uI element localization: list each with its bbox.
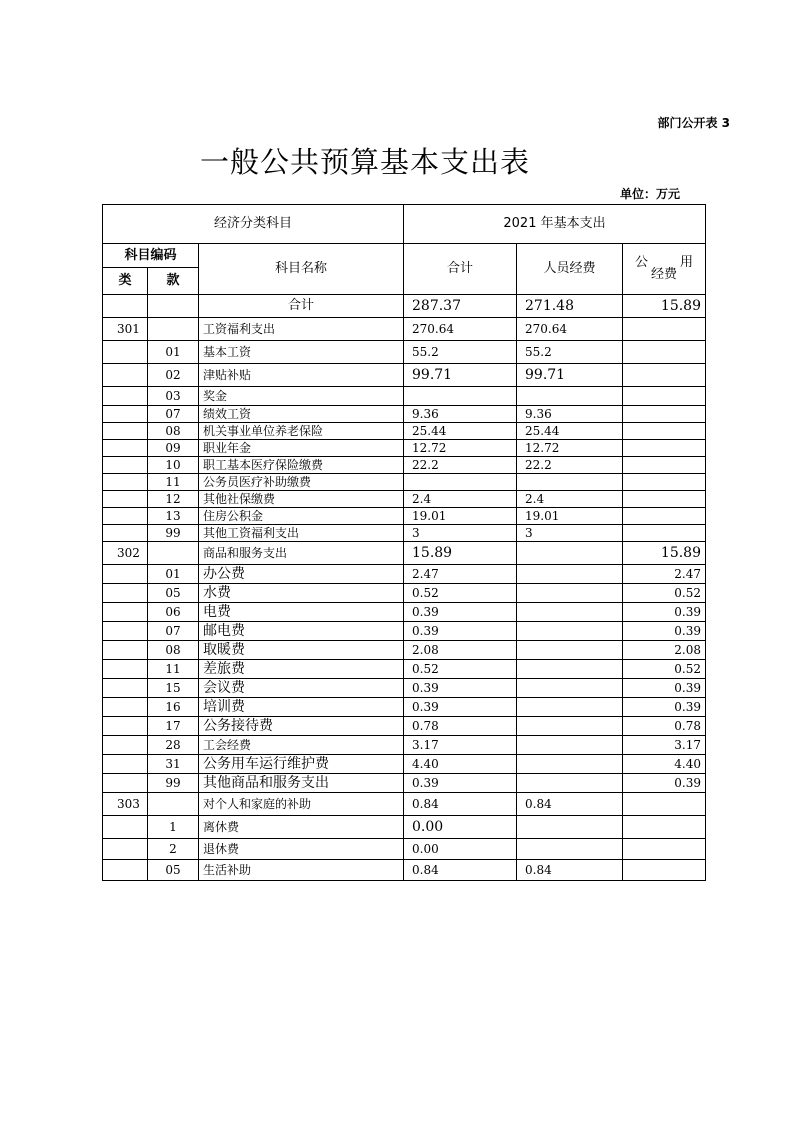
public-value: 2.08	[623, 641, 706, 660]
table-row	[103, 793, 706, 816]
item-name: 职业年金	[199, 440, 404, 457]
total-value	[404, 387, 517, 406]
total-value: 3.17	[404, 736, 517, 755]
category-code	[103, 860, 148, 881]
grand-total-personnel: 271.48	[517, 295, 623, 318]
total-value: 0.52	[404, 660, 517, 679]
item-code: 15	[148, 679, 199, 698]
item-code: 01	[148, 565, 199, 584]
total-value: 2.08	[404, 641, 517, 660]
total-value: 0.84	[404, 860, 517, 881]
category-code	[103, 755, 148, 774]
category-code	[103, 774, 148, 793]
item-code: 10	[148, 457, 199, 474]
item-name: 绩效工资	[199, 406, 404, 423]
total-value: 0.39	[404, 603, 517, 622]
total-value: 0.39	[404, 698, 517, 717]
category-code	[103, 423, 148, 440]
total-value: 0.84	[404, 793, 517, 816]
public-value	[623, 457, 706, 474]
item-name: 会议费	[199, 679, 404, 698]
header-total: 合计	[404, 244, 517, 295]
category-code	[103, 387, 148, 406]
item-name: 公务接待费	[199, 717, 404, 736]
public-value	[623, 491, 706, 508]
item-name: 水费	[199, 584, 404, 603]
category-code	[103, 839, 148, 860]
public-value	[623, 508, 706, 525]
item-code: 09	[148, 440, 199, 457]
personnel-value: 0.84	[517, 793, 623, 816]
category-code	[103, 736, 148, 755]
total-value: 270.64	[404, 318, 517, 341]
item-code: 08	[148, 641, 199, 660]
table-row	[103, 622, 706, 641]
total-value: 0.39	[404, 679, 517, 698]
personnel-value: 2.4	[517, 491, 623, 508]
table-row	[103, 406, 706, 423]
public-value	[623, 440, 706, 457]
item-code: 08	[148, 423, 199, 440]
public-value: 3.17	[623, 736, 706, 755]
item-code: 07	[148, 406, 199, 423]
unit-label: 单位：万元	[619, 187, 680, 201]
public-value	[623, 341, 706, 364]
item-code: 06	[148, 603, 199, 622]
public-value: 4.40	[623, 755, 706, 774]
item-name: 办公费	[199, 565, 404, 584]
table-row	[103, 755, 706, 774]
total-value: 12.72	[404, 440, 517, 457]
category-code	[103, 457, 148, 474]
table-row	[103, 816, 706, 839]
total-value: 0.52	[404, 584, 517, 603]
item-code: 01	[148, 341, 199, 364]
item-code	[148, 318, 199, 341]
public-value: 15.89	[623, 542, 706, 565]
table-row	[103, 603, 706, 622]
item-name: 奖金	[199, 387, 404, 406]
header-public-char-1: 公	[635, 255, 649, 270]
personnel-value: 270.64	[517, 318, 623, 341]
header-category: 类	[103, 268, 148, 295]
personnel-value: 25.44	[517, 423, 623, 440]
item-name: 离休费	[199, 816, 404, 839]
public-value	[623, 318, 706, 341]
category-code	[103, 717, 148, 736]
total-value: 22.2	[404, 457, 517, 474]
item-name: 公务用车运行维护费	[199, 755, 404, 774]
category-code	[103, 525, 148, 542]
personnel-value	[517, 641, 623, 660]
personnel-value: 22.2	[517, 457, 623, 474]
public-value: 0.52	[623, 660, 706, 679]
category-code	[103, 622, 148, 641]
category-code	[103, 440, 148, 457]
public-value	[623, 816, 706, 839]
category-code	[103, 698, 148, 717]
personnel-value	[517, 603, 623, 622]
public-value: 0.52	[623, 584, 706, 603]
table-row	[103, 508, 706, 525]
item-code	[148, 542, 199, 565]
table-row	[103, 364, 706, 387]
total-value: 99.71	[404, 364, 517, 387]
personnel-value	[517, 774, 623, 793]
personnel-value	[517, 755, 623, 774]
total-value: 2.47	[404, 565, 517, 584]
item-code: 05	[148, 860, 199, 881]
table-row	[103, 641, 706, 660]
total-value: 0.00	[404, 839, 517, 860]
item-code: 11	[148, 660, 199, 679]
table-row	[103, 860, 706, 881]
table-row	[103, 717, 706, 736]
header-item: 款	[148, 268, 199, 295]
category-code	[103, 341, 148, 364]
table-row	[103, 736, 706, 755]
category-code	[103, 565, 148, 584]
item-code	[148, 793, 199, 816]
item-code: 2	[148, 839, 199, 860]
item-name: 机关事业单位养老保险	[199, 423, 404, 440]
item-code: 99	[148, 774, 199, 793]
header-personnel: 人员经费	[517, 244, 623, 295]
header-year-expense: 2021 年基本支出	[404, 205, 706, 244]
public-value	[623, 406, 706, 423]
personnel-value	[517, 387, 623, 406]
item-name: 工会经费	[199, 736, 404, 755]
category-code	[103, 508, 148, 525]
public-value: 0.39	[623, 679, 706, 698]
category-code: 301	[103, 318, 148, 341]
personnel-value	[517, 717, 623, 736]
category-code	[103, 406, 148, 423]
item-name: 生活补助	[199, 860, 404, 881]
total-value: 15.89	[404, 542, 517, 565]
personnel-value: 55.2	[517, 341, 623, 364]
public-value: 0.39	[623, 774, 706, 793]
document-number: 部门公开表 3	[657, 116, 730, 130]
category-code: 302	[103, 542, 148, 565]
category-code	[103, 584, 148, 603]
table-row	[103, 679, 706, 698]
table-row	[103, 525, 706, 542]
public-value: 2.47	[623, 565, 706, 584]
header-public-char-2: 用	[679, 255, 693, 270]
total-value: 25.44	[404, 423, 517, 440]
personnel-value	[517, 622, 623, 641]
personnel-value	[517, 660, 623, 679]
total-value	[404, 474, 517, 491]
item-name: 基本工资	[199, 341, 404, 364]
personnel-value: 12.72	[517, 440, 623, 457]
public-value: 0.78	[623, 717, 706, 736]
item-code: 99	[148, 525, 199, 542]
budget-table	[102, 204, 706, 881]
item-name: 培训费	[199, 698, 404, 717]
table-row	[103, 474, 706, 491]
category-code	[103, 491, 148, 508]
item-name: 工资福利支出	[199, 318, 404, 341]
table-row	[103, 774, 706, 793]
table-row	[103, 440, 706, 457]
table-row	[103, 423, 706, 440]
total-value: 0.39	[404, 774, 517, 793]
personnel-value: 99.71	[517, 364, 623, 387]
total-value: 9.36	[404, 406, 517, 423]
page-title: 一般公共预算基本支出表	[200, 145, 531, 179]
item-name: 其他工资福利支出	[199, 525, 404, 542]
table-row	[103, 457, 706, 474]
header-name: 科目名称	[199, 244, 404, 295]
table-row	[103, 584, 706, 603]
table-row	[103, 542, 706, 565]
public-value	[623, 793, 706, 816]
grand-total-public: 15.89	[623, 295, 706, 318]
public-value	[623, 364, 706, 387]
total-value: 0.39	[404, 622, 517, 641]
personnel-value	[517, 679, 623, 698]
public-value	[623, 474, 706, 491]
public-value	[623, 423, 706, 440]
personnel-value	[517, 736, 623, 755]
item-name: 职工基本医疗保险缴费	[199, 457, 404, 474]
public-value	[623, 525, 706, 542]
item-name: 退休费	[199, 839, 404, 860]
item-name: 其他社保缴费	[199, 491, 404, 508]
category-code	[103, 474, 148, 491]
table-row	[103, 839, 706, 860]
personnel-value: 0.84	[517, 860, 623, 881]
table-row	[103, 341, 706, 364]
total-value: 4.40	[404, 755, 517, 774]
item-code: 17	[148, 717, 199, 736]
personnel-value	[517, 816, 623, 839]
category-code	[103, 660, 148, 679]
personnel-value	[517, 839, 623, 860]
category-code	[103, 364, 148, 387]
total-value: 0.00	[404, 816, 517, 839]
item-name: 取暖费	[199, 641, 404, 660]
item-name: 对个人和家庭的补助	[199, 793, 404, 816]
personnel-value	[517, 698, 623, 717]
item-code: 02	[148, 364, 199, 387]
item-code: 12	[148, 491, 199, 508]
personnel-value	[517, 542, 623, 565]
personnel-value	[517, 565, 623, 584]
personnel-value	[517, 584, 623, 603]
category-code	[103, 679, 148, 698]
item-name: 公务员医疗补助缴费	[199, 474, 404, 491]
item-name: 其他商品和服务支出	[199, 774, 404, 793]
category-code	[103, 816, 148, 839]
personnel-value: 3	[517, 525, 623, 542]
item-code: 03	[148, 387, 199, 406]
grand-total-row	[103, 295, 706, 318]
item-code: 16	[148, 698, 199, 717]
header-code: 科目编码	[103, 244, 199, 268]
public-value: 0.39	[623, 603, 706, 622]
public-value	[623, 860, 706, 881]
table-row	[103, 318, 706, 341]
item-code: 07	[148, 622, 199, 641]
total-value: 3	[404, 525, 517, 542]
item-name: 电费	[199, 603, 404, 622]
header-public-line-2: 经费	[650, 267, 677, 282]
personnel-value	[517, 474, 623, 491]
total-value: 2.4	[404, 491, 517, 508]
category-code: 303	[103, 793, 148, 816]
item-name: 津贴补贴	[199, 364, 404, 387]
table-row	[103, 387, 706, 406]
item-name: 邮电费	[199, 622, 404, 641]
item-code: 11	[148, 474, 199, 491]
table-row	[103, 698, 706, 717]
total-value: 19.01	[404, 508, 517, 525]
table-row	[103, 491, 706, 508]
total-value: 0.78	[404, 717, 517, 736]
personnel-value: 19.01	[517, 508, 623, 525]
table-row	[103, 660, 706, 679]
category-code	[103, 603, 148, 622]
grand-total-total: 287.37	[404, 295, 517, 318]
table-row	[103, 565, 706, 584]
total-value: 55.2	[404, 341, 517, 364]
public-value: 0.39	[623, 622, 706, 641]
header-public	[623, 244, 706, 295]
item-name: 差旅费	[199, 660, 404, 679]
public-value: 0.39	[623, 698, 706, 717]
public-value	[623, 387, 706, 406]
item-name: 住房公积金	[199, 508, 404, 525]
item-name: 商品和服务支出	[199, 542, 404, 565]
header-econ-class: 经济分类科目	[103, 205, 404, 244]
personnel-value: 9.36	[517, 406, 623, 423]
item-code: 05	[148, 584, 199, 603]
item-code: 28	[148, 736, 199, 755]
item-code: 13	[148, 508, 199, 525]
grand-total-label: 合计	[199, 295, 404, 318]
public-value	[623, 839, 706, 860]
item-code: 1	[148, 816, 199, 839]
item-code: 31	[148, 755, 199, 774]
category-code	[103, 641, 148, 660]
